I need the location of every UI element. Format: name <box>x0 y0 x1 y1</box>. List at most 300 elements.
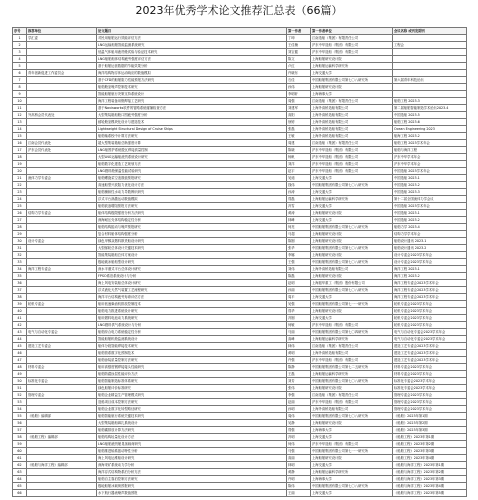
row-unit <box>27 294 97 301</box>
row-author-unit: 上海船舶运输科学研究所 <box>311 196 393 203</box>
table-row <box>13 245 467 252</box>
row-first-author: 卢红 <box>287 63 311 70</box>
header-author-unit: 第一作者单位 <box>311 28 393 35</box>
table-row <box>13 357 467 364</box>
row-venue: 船舶工程 2023.3 <box>393 98 467 105</box>
row-venue: 建造工艺专委会2023学术年会 <box>393 357 467 364</box>
table-row <box>13 483 467 490</box>
row-first-author: 石佳 <box>287 77 311 84</box>
row-author-unit: 上海海事大学 <box>311 91 393 98</box>
row-first-author: 刘宝健 <box>287 49 311 56</box>
row-index: 5 <box>13 63 27 70</box>
row-paper-title: 海洋平台结构疲劳寿命评估方法 <box>97 294 287 301</box>
row-venue: 海洋工程专委会2023学术年会 <box>393 280 467 287</box>
row-author-unit: 中国船舶集团有限公司第七〇八研究所 <box>311 245 393 252</box>
table-row <box>13 469 467 476</box>
row-author-unit: 沪东中华造船（集团）有限公司 <box>311 154 393 161</box>
row-paper-title: 船用低速柴油机排放控制技术 <box>97 301 287 308</box>
row-first-author: 王敏 <box>287 133 311 140</box>
row-author-unit: 上海外高桥造船有限公司 <box>311 105 393 112</box>
row-paper-title: 深海耐压壳体结构稳定性分析 <box>97 217 287 224</box>
header-unit: 推荐单位 <box>27 28 97 35</box>
row-index: 42 <box>13 322 27 329</box>
row-paper-title: 低温气体船用液货舱试验与验证技术研究 <box>97 49 287 56</box>
row-paper-title: 海洋工程装备用钢焊接工艺研究 <box>97 98 287 105</box>
row-paper-title: 绿色船舶评价标准研究 <box>97 385 287 392</box>
row-unit <box>27 483 97 490</box>
table-row <box>13 392 467 399</box>
row-index: 33 <box>13 259 27 266</box>
row-author-unit: 江南造船（集团）有限责任公司 <box>311 98 393 105</box>
row-paper-title: 大型集装箱船绑扎系统设计 <box>97 420 287 427</box>
row-first-author: 孙丽 <box>287 287 311 294</box>
row-paper-title: 深水半潜式平台总体设计研究 <box>97 266 287 273</box>
row-paper-title: LNG燃料供气系统设计与分析 <box>97 322 287 329</box>
row-index: 37 <box>13 287 27 294</box>
row-first-author: 李娜 <box>287 252 311 259</box>
table-row <box>13 420 467 427</box>
row-paper-title: 智能船舶航行决策支持系统设计 <box>97 91 287 98</box>
row-author-unit: 中国船舶集团有限公司第七〇四研究所 <box>311 329 393 336</box>
table-row <box>13 301 467 308</box>
row-venue: 电气与自动化专委会2023学术年会 <box>393 329 467 336</box>
row-unit: 《船舶》编辑部 <box>27 413 97 420</box>
row-unit: 电气与自动化专委会 <box>27 329 97 336</box>
row-author-unit: 上海交通大学 <box>311 490 393 497</box>
row-paper-title: 船舶推进轴系振动特性分析 <box>97 448 287 455</box>
row-index: 11 <box>13 105 27 112</box>
row-paper-title: 对民用船舶运行效能评估方法 <box>97 35 287 42</box>
row-paper-title: 深海采矿系统动力学分析 <box>97 462 287 469</box>
table-row <box>13 329 467 336</box>
row-paper-title: 基于CFD的船舶阻力性能预报方法研究 <box>97 77 287 84</box>
row-paper-title: 超大型集装箱船总纵强度计算 <box>97 140 287 147</box>
row-first-author: 马超 <box>287 231 311 238</box>
row-paper-title: 船舶轴系校中计算方法研究 <box>97 133 287 140</box>
row-author-unit: 江南造船（集团）有限责任公司 <box>311 392 393 399</box>
row-first-author: 陈刚 <box>287 238 311 245</box>
row-unit <box>27 469 97 476</box>
row-paper-title: 船舶螺旋桨空泡数值预报研究 <box>97 175 287 182</box>
table-row <box>13 266 467 273</box>
header-index: 序号 <box>13 28 27 35</box>
row-index: 6 <box>13 70 27 77</box>
row-first-author: 李强 <box>287 392 311 399</box>
row-paper-title: 浮式平台涡激运动数值模拟 <box>97 196 287 203</box>
row-author-unit: 中国船舶集团有限公司第七〇八研究所 <box>311 483 393 490</box>
row-index: 34 <box>13 266 27 273</box>
table-row <box>13 196 467 203</box>
row-venue: 《船舶》2023年第2期 <box>393 420 467 427</box>
row-first-author: 王丽 <box>287 490 311 497</box>
row-first-author: 陈静 <box>287 364 311 371</box>
row-venue: 中国造船 2023.2 <box>393 217 467 224</box>
table-row <box>13 189 467 196</box>
row-index: 61 <box>13 455 27 462</box>
row-paper-title: 大型集装箱船舱口围疲劳强度分析 <box>97 112 287 119</box>
row-unit <box>27 350 97 357</box>
row-author-unit: 中国船舶集团有限公司第七一一研究所 <box>311 301 393 308</box>
row-venue: 中国造船 2023学术年会 <box>393 168 467 175</box>
table-row <box>13 350 467 357</box>
row-index: 35 <box>13 273 27 280</box>
row-index: 7 <box>13 77 27 84</box>
row-venue: 《船舶工程》2023年第3期 <box>393 448 467 455</box>
row-index: 39 <box>13 301 27 308</box>
row-index: 29 <box>13 231 27 238</box>
table-row <box>13 63 467 70</box>
row-venue: 标准化专委会2023学术年会 <box>393 385 467 392</box>
table-row <box>13 126 467 133</box>
row-author-unit: 上海船舶研究设计院 <box>311 273 393 280</box>
table-row <box>13 70 467 77</box>
row-unit <box>27 280 97 287</box>
table-row <box>13 91 467 98</box>
row-paper-title: 海上风电运维船设计研究 <box>97 455 287 462</box>
row-unit: 材料专委会 <box>27 364 97 371</box>
row-first-author: 高阳 <box>287 112 311 119</box>
row-index: 20 <box>13 168 27 175</box>
table-row <box>13 105 467 112</box>
row-unit: 外高桥会员代表处 <box>27 112 97 119</box>
row-author-unit: 中国船舶集团有限公司第七〇八研究所 <box>311 259 393 266</box>
row-unit <box>27 224 97 231</box>
table-row <box>13 280 467 287</box>
row-first-author: 许晓东 <box>287 70 311 77</box>
row-first-author: 李明轩 <box>287 91 311 98</box>
row-first-author: 林峰 <box>287 217 311 224</box>
table-row <box>13 98 467 105</box>
row-unit <box>27 273 97 280</box>
row-paper-title: 大型LNG运输船液货系统设计研究 <box>97 154 287 161</box>
row-unit <box>27 189 97 196</box>
row-first-author: 许明 <box>287 476 311 483</box>
row-unit <box>27 476 97 483</box>
row-venue: 海洋工程 2023.2 <box>393 273 467 280</box>
row-author-unit: 上海交通大学 <box>311 175 393 182</box>
row-index: 46 <box>13 350 27 357</box>
row-paper-title: 基于Navisworks软件的管路系统碰撞检查方法 <box>97 105 287 112</box>
row-author-unit: 上海船舶研究设计院 <box>311 231 393 238</box>
table-row <box>13 455 467 462</box>
row-paper-title: 船舶自主靠泊控制方法研究 <box>97 476 287 483</box>
row-venue: 船舶力学 2023.4 <box>393 224 467 231</box>
row-index: 38 <box>13 294 27 301</box>
row-unit <box>27 154 97 161</box>
row-unit <box>27 77 97 84</box>
row-author-unit: 上海交通大学 <box>311 294 393 301</box>
row-first-author: 杨帆 <box>287 154 311 161</box>
row-first-author: 黄静 <box>287 469 311 476</box>
row-index: 9 <box>13 91 27 98</box>
row-venue: 第二届船舶智能制造学术论坛2023.4 <box>393 105 467 112</box>
row-paper-title: 海洋浮式结构物系泊分析方法 <box>97 469 287 476</box>
header-paper-title: 论文题目 <box>97 28 287 35</box>
row-index: 64 <box>13 476 27 483</box>
row-index: 63 <box>13 469 27 476</box>
row-first-author: 冯雪 <box>287 203 311 210</box>
row-first-author: 孙伟 <box>287 84 311 91</box>
row-venue: 管理专委会2023学术年会 <box>393 392 467 399</box>
row-paper-title: 造船项目成本控制方法研究 <box>97 399 287 406</box>
row-paper-title: 船舶结构振动与噪声预报研究 <box>97 224 287 231</box>
row-author-unit: 上海交通大学 <box>311 203 393 210</box>
row-unit <box>27 119 97 126</box>
row-venue: 《船舶》2023年第3期 <box>393 427 467 434</box>
table-row <box>13 133 467 140</box>
row-first-author: 冯刚 <box>287 315 311 322</box>
row-index: 56 <box>13 420 27 427</box>
table-row <box>13 175 467 182</box>
table-row <box>13 259 467 266</box>
row-unit <box>27 133 97 140</box>
row-index: 30 <box>13 238 27 245</box>
row-paper-title: 高速船型兴波阻力优化设计方法 <box>97 182 287 189</box>
row-author-unit: 上海船舶运输科学研究所 <box>311 371 393 378</box>
row-author-unit: 中国船舶集团有限公司第七〇八研究所 <box>311 378 393 385</box>
row-unit <box>27 448 97 455</box>
row-author-unit: 江南造船（集团）有限责任公司 <box>311 140 393 147</box>
row-author-unit: 上海振华重工（集团）股份有限公司 <box>311 280 393 287</box>
row-unit: 江南会员代表处 <box>27 140 97 147</box>
row-index: 44 <box>13 336 27 343</box>
row-index: 10 <box>13 98 27 105</box>
row-paper-title: 船舶企业数字化转型路径研究 <box>97 406 287 413</box>
row-index: 59 <box>13 441 27 448</box>
table-row <box>13 56 467 63</box>
row-index: 32 <box>13 252 27 259</box>
row-first-author: 何伟 <box>287 441 311 448</box>
row-paper-title: 船舶波浪增阻预报方法研究 <box>97 203 287 210</box>
row-venue: 沪东中华学术年会 <box>393 154 467 161</box>
row-venue: 中国造船 2023.1 <box>393 210 467 217</box>
row-paper-title: LNG运输船舶智能监测系统研究 <box>97 42 287 49</box>
row-venue: 中国造船 2023.3 <box>393 189 467 196</box>
row-unit: 学汇委 <box>27 35 97 42</box>
row-venue <box>393 63 467 70</box>
table-row <box>13 224 467 231</box>
row-author-unit: 沪东中华造船（集团）有限公司 <box>311 147 393 154</box>
row-author-unit: 上海船舶运输科学研究所 <box>311 469 393 476</box>
row-first-author: 张磊 <box>287 126 311 133</box>
row-first-author: 钱伟 <box>287 182 311 189</box>
table-row <box>13 434 467 441</box>
row-unit: 标准化专委会 <box>27 378 97 385</box>
row-first-author: 孙明 <box>287 406 311 413</box>
row-author-unit: 上海海事大学 <box>311 476 393 483</box>
row-unit: 《船舶与海洋工程》编辑部 <box>27 462 97 469</box>
row-author-unit: 沪东中华造船（集团）有限公司 <box>311 322 393 329</box>
row-paper-title: 海上风电安装船总体设计研究 <box>97 280 287 287</box>
row-unit <box>27 182 97 189</box>
row-first-author: 周强 <box>287 98 311 105</box>
row-venue: 海洋工程专委会2023学术年会 <box>393 287 467 294</box>
row-paper-title: LNG船舶船体结构疲劳强度评估方法 <box>97 56 287 63</box>
row-paper-title: 智能集装箱船总体方案设计 <box>97 252 287 259</box>
row-first-author: 周平 <box>287 294 311 301</box>
row-paper-title: 船舶防腐涂层性能评价方法 <box>97 371 287 378</box>
row-author-unit: 上海外高桥造船有限公司 <box>311 133 393 140</box>
row-index: 52 <box>13 392 27 399</box>
row-venue: 《船舶工程》2023年第1期 <box>393 434 467 441</box>
row-unit <box>27 245 97 252</box>
row-venue: 中国造船 2023.5 <box>393 112 467 119</box>
row-paper-title: 水下航行器流噪声数值预报 <box>97 490 287 497</box>
row-first-author: 林明 <box>287 462 311 469</box>
row-unit <box>27 399 97 406</box>
row-paper-title: 船舶智能航行系统关键技术研究 <box>97 413 287 420</box>
row-venue: 工程会 <box>393 42 467 49</box>
row-unit: 流体力学专委会 <box>27 175 97 182</box>
row-venue: 中国造船 2023.1 <box>393 175 467 182</box>
row-index: 13 <box>13 119 27 126</box>
row-unit <box>27 455 97 462</box>
row-author-unit: 上海交通大学 <box>311 315 393 322</box>
row-paper-title: 复合材料船体结构强度分析 <box>97 231 287 238</box>
row-venue: 船舶工程 2023.6 <box>393 119 467 126</box>
table-row <box>13 210 467 217</box>
header-first-author: 第一作者 <box>287 28 311 35</box>
row-unit <box>27 84 97 91</box>
row-venue: 轮机专委会2023学术年会 <box>393 301 467 308</box>
row-index: 3 <box>13 49 27 56</box>
row-first-author: 陈磊 <box>287 273 311 280</box>
row-paper-title: 船体分段智能焊接技术研究 <box>97 343 287 350</box>
row-first-author: 赵丽 <box>287 399 311 406</box>
row-unit: 建造工艺专委会 <box>27 343 97 350</box>
row-index: 62 <box>13 462 27 469</box>
row-first-author: 高丽 <box>287 455 311 462</box>
row-first-author: 许强 <box>287 357 311 364</box>
row-paper-title: 智能船舶机舱监测系统设计 <box>97 336 287 343</box>
row-first-author: 高峰 <box>287 336 311 343</box>
row-index: 50 <box>13 378 27 385</box>
table-row <box>13 413 467 420</box>
row-author-unit: 上海船舶运输科学研究所 <box>311 63 393 70</box>
row-first-author: 王磊 <box>287 371 311 378</box>
row-first-author: 黄涛 <box>287 210 311 217</box>
table-row <box>13 308 467 315</box>
row-index: 22 <box>13 182 27 189</box>
row-paper-title: 船舶碳排放计算方法研究 <box>97 427 287 434</box>
row-venue <box>393 35 467 42</box>
row-venue: 船海工程 2023.2 <box>393 133 467 140</box>
row-unit <box>27 161 97 168</box>
row-unit: 海洋工程专委会 <box>27 266 97 273</box>
row-venue: 船舶与海洋工程 <box>393 147 467 154</box>
table-row <box>13 448 467 455</box>
table-row <box>13 238 467 245</box>
table-row <box>13 231 467 238</box>
row-unit <box>27 98 97 105</box>
row-first-author: 刘洋 <box>287 161 311 168</box>
row-unit <box>27 315 97 322</box>
row-author-unit: 上海交通大学 <box>311 70 393 77</box>
header-venue: 会议名称 或刊发期刊 <box>393 28 467 35</box>
row-unit: 青年创新促进工作委员会 <box>27 70 97 77</box>
row-author-unit: 中国船舶集团有限公司第七〇八研究所 <box>311 182 393 189</box>
row-author-unit: 上海外高桥造船有限公司 <box>311 119 393 126</box>
row-unit: 《船舶工程》编辑部 <box>27 434 97 441</box>
row-paper-title: 船舶综合电力系统稳定性分析 <box>97 329 287 336</box>
table-row <box>13 84 467 91</box>
table-row <box>13 385 467 392</box>
row-unit <box>27 427 97 434</box>
row-paper-title: 船舶舱室噪声控制技术研究 <box>97 84 287 91</box>
row-index: 8 <box>13 84 27 91</box>
row-unit <box>27 168 97 175</box>
row-paper-title: 船用高强度钢焊接接头性能研究 <box>97 364 287 371</box>
table-row <box>13 161 467 168</box>
row-first-author: 陈文 <box>287 56 311 63</box>
row-venue: 中国造船 2023学术年会 <box>393 203 467 210</box>
row-unit <box>27 56 97 63</box>
row-author-unit: 沪东中华造船（集团）有限公司 <box>311 441 393 448</box>
row-paper-title: 极地船舶冰载荷预报研究 <box>97 483 287 490</box>
row-venue: 管理专委会2023学术年会 <box>393 399 467 406</box>
row-unit: 轮机专委会 <box>27 301 97 308</box>
row-author-unit: 上海外高桥造船有限公司 <box>311 406 393 413</box>
row-first-author: 刘芳 <box>287 378 311 385</box>
row-index: 12 <box>13 112 27 119</box>
table-row <box>13 49 467 56</box>
row-venue: 材料专委会2023学术年会 <box>393 371 467 378</box>
row-index: 17 <box>13 147 27 154</box>
row-venue: 标准化专委会2023学术年会 <box>393 378 467 385</box>
row-index: 49 <box>13 371 27 378</box>
row-author-unit: 沪东中华造船（集团）有限公司 <box>311 161 393 168</box>
row-venue: 设计专委会2023学术年会 <box>393 252 467 259</box>
row-unit <box>27 371 97 378</box>
row-first-author: 郑强 <box>287 427 311 434</box>
row-first-author: 赵明 <box>287 280 311 287</box>
row-index: 26 <box>13 210 27 217</box>
row-paper-title: FPSO系泊系统设计与分析 <box>97 273 287 280</box>
row-first-author: 张华 <box>287 245 311 252</box>
table-row <box>13 427 467 434</box>
row-unit <box>27 385 97 392</box>
row-first-author: 刘建军 <box>287 105 311 112</box>
row-venue: 船舶设计通讯 2023.2 <box>393 245 467 252</box>
row-first-author: 林伟 <box>287 343 311 350</box>
row-author-unit: 上海船舶研究设计院 <box>311 308 393 315</box>
row-venue: 《船舶与海洋工程》2023年第4期 <box>393 483 467 490</box>
row-index: 21 <box>13 175 27 182</box>
row-first-author: 马丽 <box>287 329 311 336</box>
row-index: 31 <box>13 245 27 252</box>
row-index: 25 <box>13 203 27 210</box>
row-unit <box>27 259 97 266</box>
row-paper-title: 基于船舶运营数据的节能效果分析 <box>97 63 287 70</box>
table-row <box>13 217 467 224</box>
row-unit <box>27 231 97 238</box>
table-row <box>13 147 467 154</box>
row-index: 16 <box>13 140 27 147</box>
row-venue: 设计专委会2023学术年会 <box>393 259 467 266</box>
row-venue: 《船舶与海洋工程》2023年第2期 <box>393 469 467 476</box>
row-index: 47 <box>13 357 27 364</box>
row-unit <box>27 287 97 294</box>
row-venue <box>393 91 467 98</box>
row-author-unit: 沪东中华造船（集团）有限公司 <box>311 42 393 49</box>
row-venue: 电气与自动化专委会2023学术年会 <box>393 336 467 343</box>
row-venue: 管理专委会2023学术年会 <box>393 406 467 413</box>
row-venue: 轮机专委会2023学术年会 <box>393 315 467 322</box>
row-index: 23 <box>13 189 27 196</box>
row-author-unit: 上海外高桥造船有限公司 <box>311 350 393 357</box>
row-venue: 《船舶与海洋工程》2023年第1期 <box>393 462 467 469</box>
row-index: 1 <box>13 35 27 42</box>
